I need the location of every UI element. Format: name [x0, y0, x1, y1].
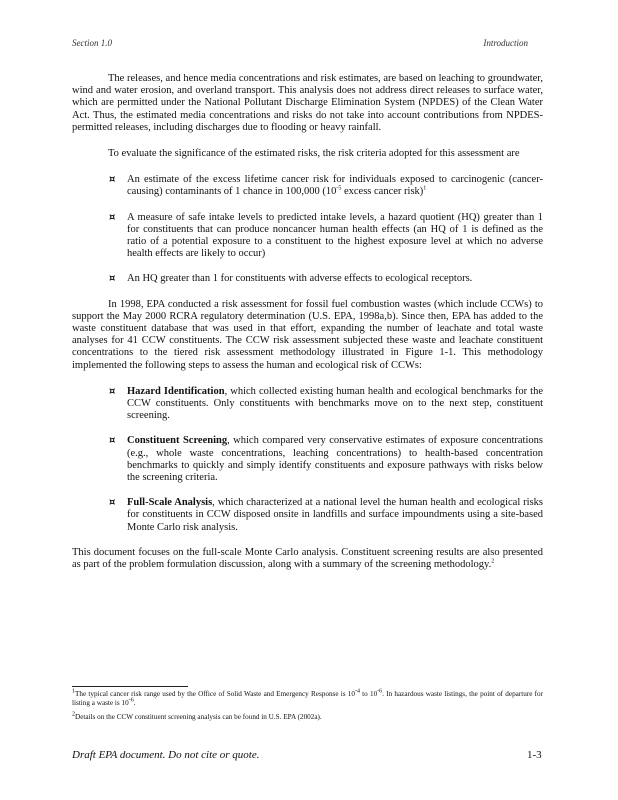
footnote-divider	[72, 686, 188, 687]
bullet-icon: ¤	[109, 435, 116, 447]
draft-notice: Draft EPA document. Do not cite or quote.	[72, 749, 260, 761]
bullet-icon: ¤	[109, 497, 116, 509]
methodology-steps-list	[72, 386, 543, 534]
running-header-section: Section 1.0	[72, 38, 112, 48]
bullet-icon: ¤	[109, 273, 116, 285]
list-item: ¤ A measure of safe intake levels to predicted intake levels, a hazard quotient (HQ) greater than 1 for constituents that can produce noncancer human health effects (an HQ of 1 is defined as the ratio of a potential exposure to a constituent to the highest exposure level at which no adverse health effects are likely to occur)	[109, 211, 543, 260]
list-item: ¤ An HQ greater than 1 for constituents with adverse effects to ecological receptors.	[109, 273, 473, 285]
footnote-ref: 1	[423, 185, 427, 192]
page-body	[72, 73, 543, 585]
list-item: ¤ Hazard Identification, which collected existing human health and ecological benchmarks for the CCW constituents. Only constituents with benchmarks move on to the next step, constituent screening.	[109, 385, 543, 422]
running-header-title: Introduction	[483, 38, 528, 48]
page-number: 1-3	[527, 749, 542, 761]
paragraph-risk-criteria-intro: To evaluate the significance of the estimated risks, the risk criteria adopted for this assessment are	[108, 148, 520, 160]
footnote-2: $^2$Details on the CCW constituent screening analysis can be found in U.S. EPA (2002a).	[72, 711, 322, 721]
step-term: Hazard Identification	[127, 385, 225, 397]
step-term: Full-Scale Analysis	[127, 497, 213, 509]
footnote-ref: 2	[491, 558, 495, 565]
risk-criteria-list	[72, 174, 543, 285]
step-term: Constituent Screening	[127, 435, 228, 447]
bullet-icon: ¤	[109, 385, 116, 397]
footnote-1: $^1$The typical cancer risk range used by the Office of Solid Waste and Emergency Response is $10^{-4}$ to $10^{-6}$. In hazardous waste listings, the point of departure for listing a waste is $10^{-6}$.	[72, 688, 544, 707]
list-item: ¤ An estimate of the excess lifetime cancer risk for individuals exposed to carcinogenic (cancer-causing) contaminants of 1 chance in 100,000 ($10^{-5}$ excess cancer risk)$^1$	[109, 174, 543, 198]
paragraph-document-focus: This document focuses on the full-scale Monte Carlo analysis. Constituent screening results are also presented as part of the problem formulation discussion, along with a summary of the screening methodology.$^2$	[72, 546, 543, 571]
paragraph-releases: The releases, and hence media concentrations and risk estimates, are based on leaching to groundwater, wind and water erosion, and overland transport. This analysis does not address direct releases to surface water, which are permitted under the National Pollutant Discharge Elimination System (NPDES) of the Clean Water Act. Thus, the estimated media concentrations and risks do not take into account contributions from NPDES-permitted releases, including discharges due to flooding or heavy rainfall.	[72, 73, 543, 133]
bullet-icon: ¤	[109, 174, 116, 186]
list-item: ¤ Full-Scale Analysis, which characterized at a national level the human health and ecological risks for constituents in CCW disposed onsite in landfills and surface impoundments using a site-based Monte Carlo risk analysis.	[109, 497, 543, 533]
list-item: ¤ Constituent Screening, which compared very conservative estimates of exposure concentrations (e.g., whole waste concentrations, leaching concentrations) to health-based concentration benchmarks to quickly and simply identify constituents and exposure pathways with risks below the screening criteria.	[109, 435, 543, 484]
bullet-icon: ¤	[109, 211, 116, 223]
paragraph-1998-assessment: In 1998, EPA conducted a risk assessment for fossil fuel combustion wastes (which include CCWs) to support the May 2000 RCRA regulatory determination (U.S. EPA, 1998a,b). Since then, EPA has added to the waste constituent database that was used in that effort, expanding the number of leachate and total waste analyses for 41 CCW constituents. The CCW risk assessment subjected these waste and leachate constituent concentrations to the tiered risk assessment methodology illustrated in Figure 1-1. This methodology implemented the following steps to assess the human and ecological risk of CCWs:	[72, 298, 543, 371]
